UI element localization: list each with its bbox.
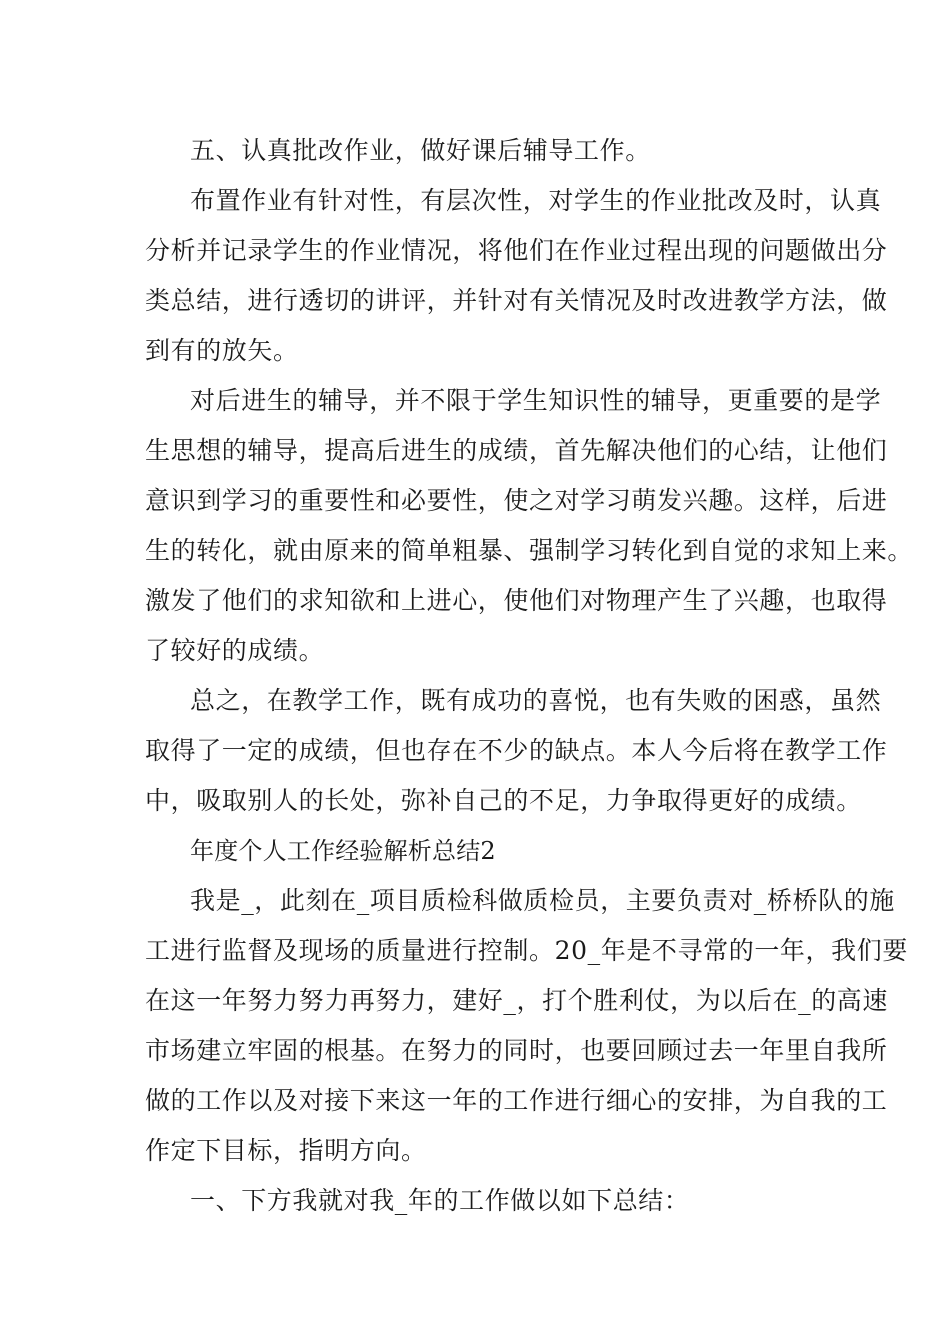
- paragraph-line: 取得了一定的成绩，但也存在不少的缺点。本人今后将在教学工作: [145, 736, 888, 765]
- section-heading-1: 一、下方我就对我_年的工作做以如下总结：: [190, 1186, 690, 1215]
- paragraph-line: 在这一年努力努力再努力，建好_，打个胜利仗，为以后在_的高速: [145, 986, 889, 1015]
- paragraph-line: 分析并记录学生的作业情况，将他们在作业过程出现的问题做出分: [145, 236, 888, 265]
- paragraph-line: 意识到学习的重要性和必要性，使之对学习萌发兴趣。这样，后进: [145, 486, 888, 515]
- paragraph-line: 市场建立牢固的根基。在努力的同时，也要回顾过去一年里自我所: [145, 1036, 888, 1065]
- paragraph-line: 中，吸取别人的长处，弥补自己的不足，力争取得更好的成绩。: [145, 786, 862, 815]
- paragraph-line: 做的工作以及对接下来这一年的工作进行细心的安排，为自我的工: [145, 1086, 888, 1115]
- paragraph-line: 对后进生的辅导，并不限于学生知识性的辅导，更重要的是学: [190, 386, 882, 415]
- document-heading: 年度个人工作经验解析总结2: [190, 837, 496, 865]
- paragraph-line: 激发了他们的求知欲和上进心，使他们对物理产生了兴趣，也取得: [145, 586, 888, 615]
- paragraph-line: 布置作业有针对性，有层次性，对学生的作业批改及时，认真: [190, 186, 882, 215]
- paragraph-line: 工进行监督及现场的质量进行控制。20_年是不寻常的一年，我们要: [145, 936, 908, 965]
- paragraph-line: 总之，在教学工作，既有成功的喜悦，也有失败的困惑，虽然: [190, 686, 882, 715]
- paragraph-line: 到有的放矢。: [145, 336, 299, 365]
- paragraph-line: 了较好的成绩。: [145, 636, 325, 665]
- paragraph-line: 作定下目标，指明方向。: [145, 1136, 427, 1165]
- paragraph-line: 类总结，进行透切的讲评，并针对有关情况及时改进教学方法，做: [145, 286, 888, 315]
- section-heading-5: 五、认真批改作业，做好课后辅导工作。: [190, 136, 651, 165]
- paragraph-line: 生思想的辅导，提高后进生的成绩，首先解决他们的心结，让他们: [145, 436, 888, 465]
- paragraph-line: 生的转化，就由原来的简单粗暴、强制学习转化到自觉的求知上来。: [145, 536, 914, 565]
- paragraph-line: 我是_，此刻在_项目质检科做质检员，主要负责对_桥桥队的施: [190, 886, 895, 915]
